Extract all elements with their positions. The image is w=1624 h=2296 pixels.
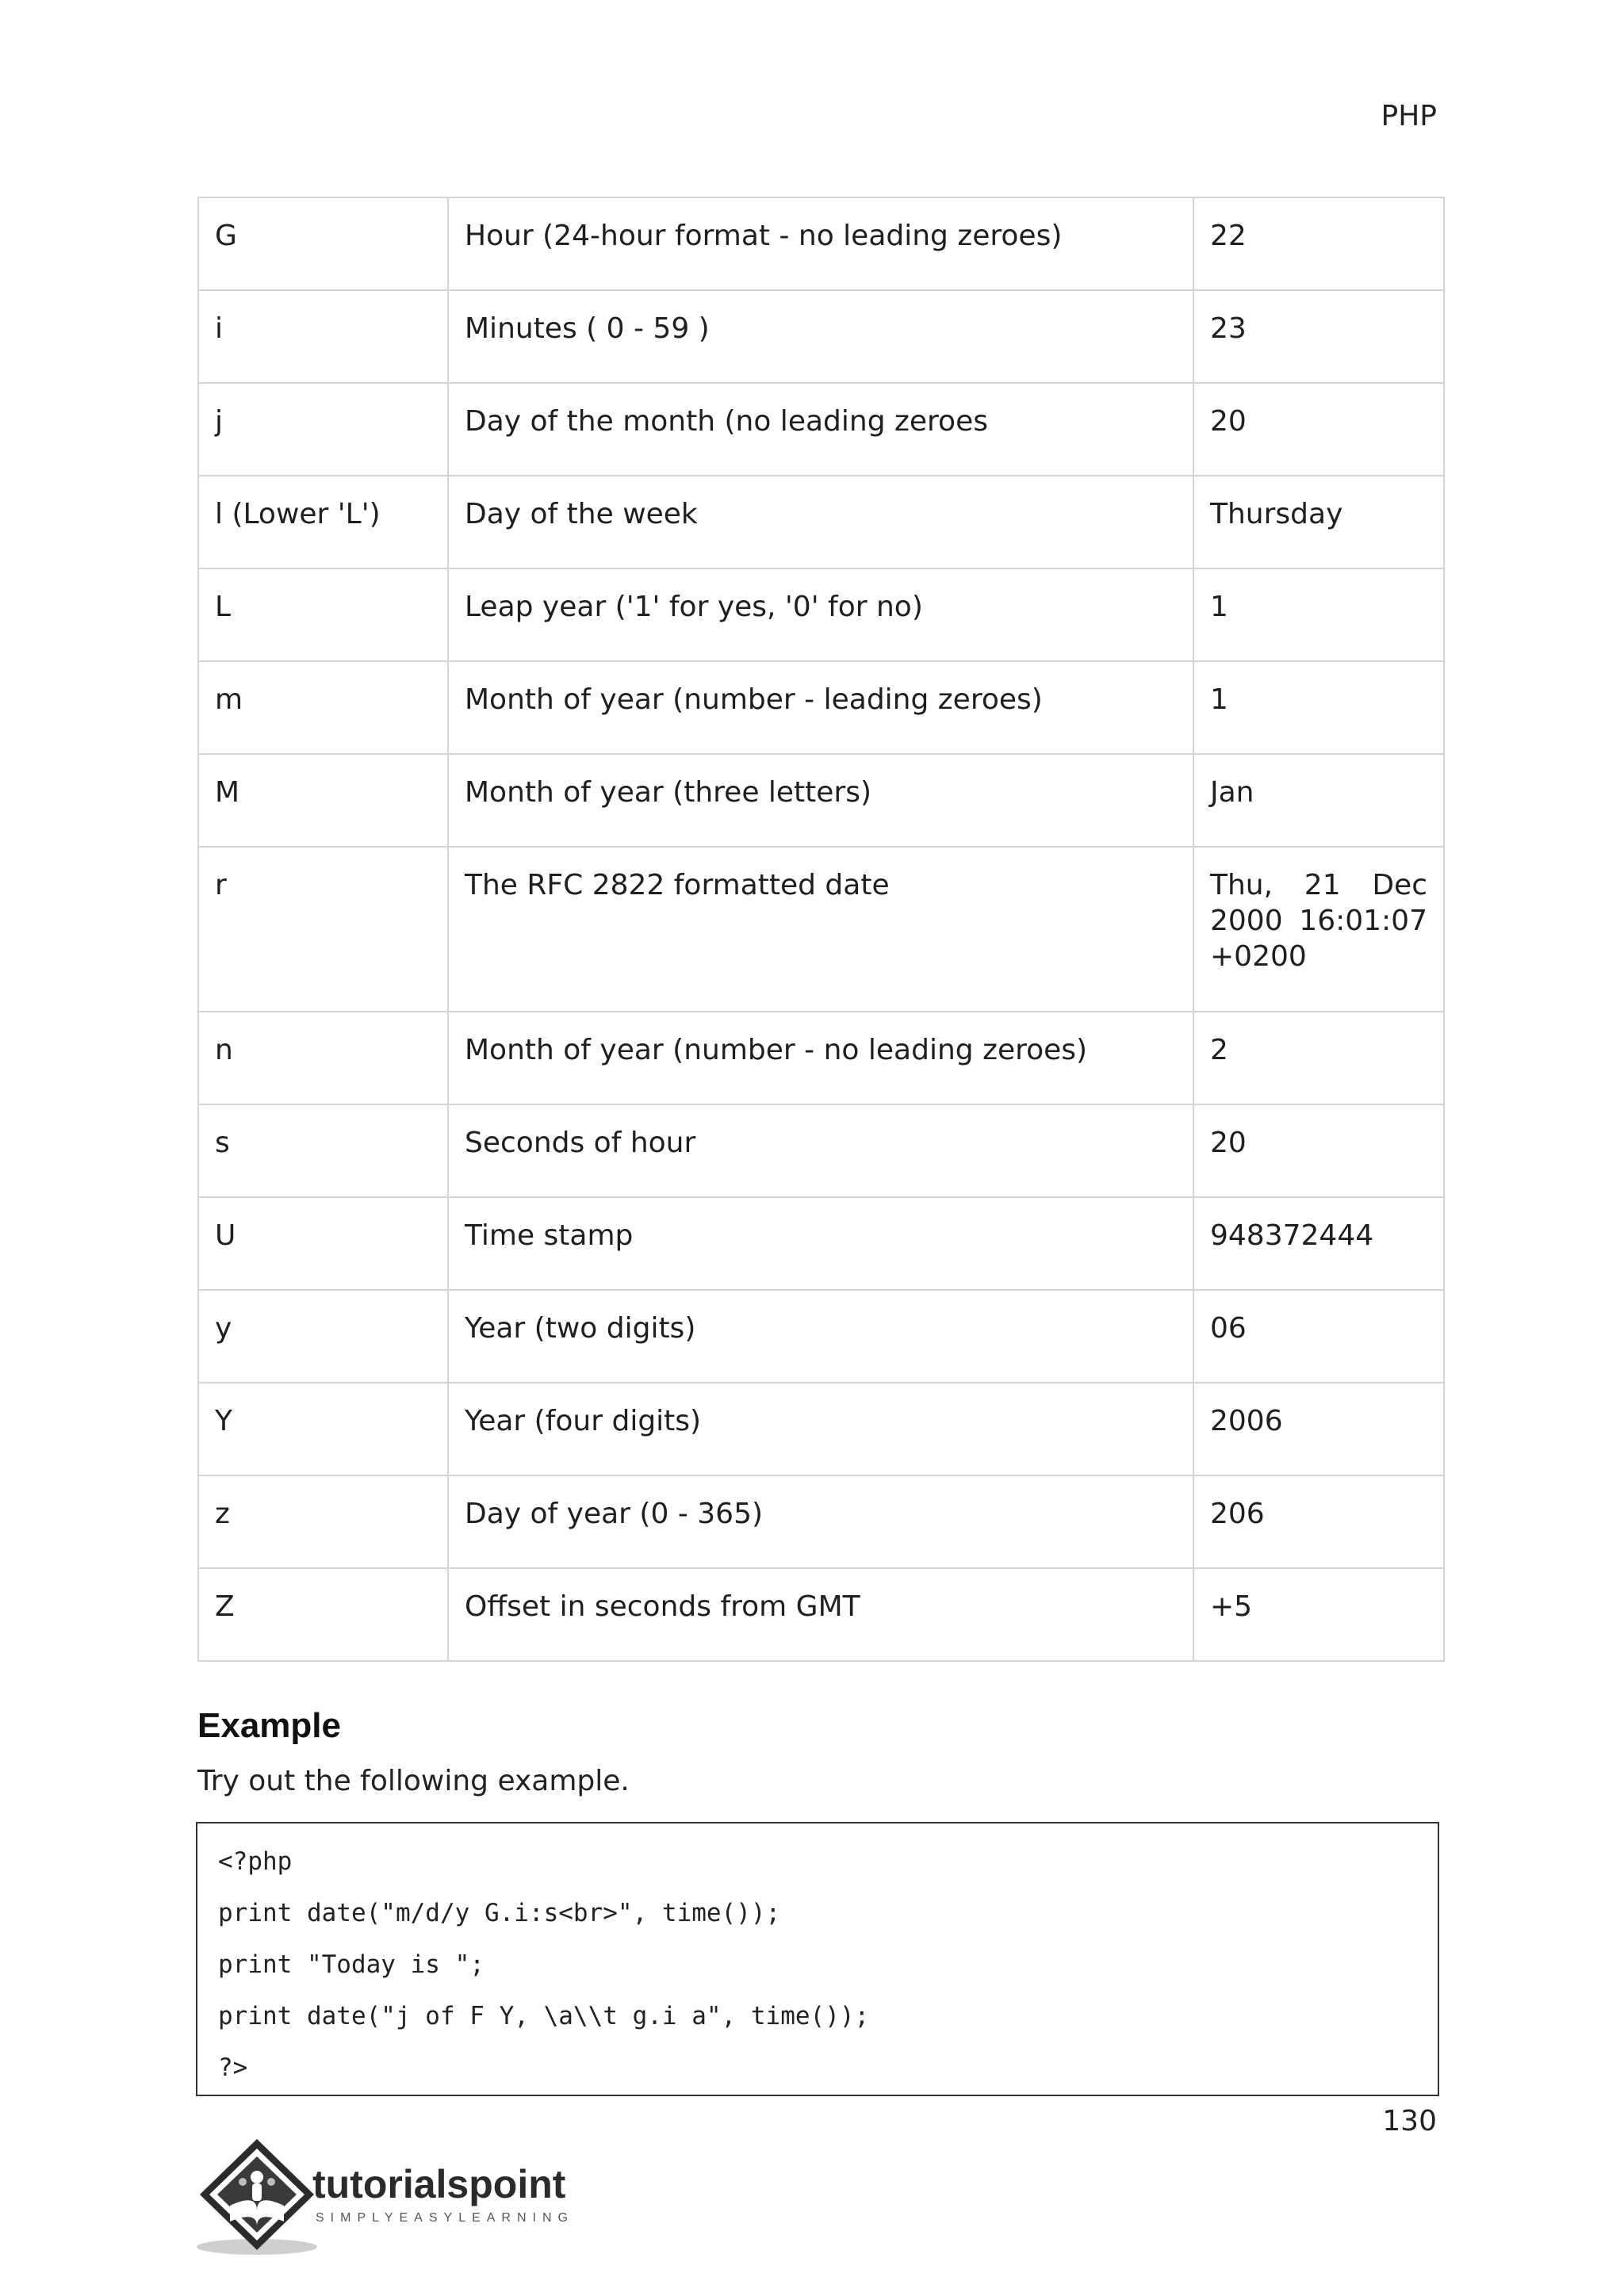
example-heading: Example <box>197 1706 341 1745</box>
format-code-cell: z <box>198 1475 448 1568</box>
logo-tagline: SIMPLYEASYLEARNING <box>316 2211 574 2225</box>
example-value-cell: 20 <box>1193 1104 1444 1197</box>
format-code-cell: U <box>198 1197 448 1290</box>
format-code-cell: G <box>198 197 448 290</box>
description-cell: Time stamp <box>448 1197 1193 1290</box>
table-row <box>198 1012 1444 1104</box>
code-line: print "Today is "; <box>218 1950 485 1979</box>
logo-wordmark: tutorialspoint <box>312 2162 566 2206</box>
page-number: 130 <box>1382 2105 1437 2137</box>
example-value-cell: 2 <box>1193 1012 1444 1104</box>
page-header-title: PHP <box>1381 100 1437 132</box>
example-value-cell: 20 <box>1193 383 1444 476</box>
example-value-cell: 206 <box>1193 1475 1444 1568</box>
description-cell: Month of year (three letters) <box>448 754 1193 847</box>
description-cell: Offset in seconds from GMT <box>448 1568 1193 1661</box>
code-line: print date("m/d/y G.i:s<br>", time()); <box>218 1899 781 1927</box>
format-code-cell: y <box>198 1290 448 1383</box>
table-row <box>198 661 1444 754</box>
example-value-cell: 22 <box>1193 197 1444 290</box>
date-format-table <box>197 197 1445 1662</box>
format-code-cell: s <box>198 1104 448 1197</box>
example-value-cell: 1 <box>1193 661 1444 754</box>
description-cell: Hour (24-hour format - no leading zeroes) <box>448 197 1193 290</box>
table-row <box>198 1475 1444 1568</box>
description-cell: Day of the week <box>448 476 1193 568</box>
code-line: <?php <box>218 1847 293 1876</box>
format-code-cell: n <box>198 1012 448 1104</box>
example-value-cell: Thursday <box>1193 476 1444 568</box>
table-row <box>198 754 1444 847</box>
format-code-cell: m <box>198 661 448 754</box>
description-cell: Month of year (number - no leading zeroes) <box>448 1012 1193 1104</box>
example-value-cell: Jan <box>1193 754 1444 847</box>
code-line: print date("j of F Y, \a\\t g.i a", time()); <box>218 2002 870 2030</box>
table-row <box>198 1104 1444 1197</box>
table-row <box>198 290 1444 383</box>
example-value-cell: +5 <box>1193 1568 1444 1661</box>
format-code-cell: i <box>198 290 448 383</box>
description-cell: Year (four digits) <box>448 1383 1193 1475</box>
table-row <box>198 1568 1444 1661</box>
description-cell: Year (two digits) <box>448 1290 1193 1383</box>
example-intro-text: Try out the following example. <box>197 1765 630 1797</box>
format-code-cell: Z <box>198 1568 448 1661</box>
table-row <box>198 1383 1444 1475</box>
format-code-cell: Y <box>198 1383 448 1475</box>
format-code-cell: r <box>198 847 448 1012</box>
table-row <box>198 1197 1444 1290</box>
code-block <box>196 1822 1439 2096</box>
example-value-cell: 23 <box>1193 290 1444 383</box>
description-cell: Day of the month (no leading zeroes <box>448 383 1193 476</box>
table-row <box>198 476 1444 568</box>
table-row <box>198 383 1444 476</box>
table-row <box>198 847 1444 1012</box>
description-cell: Seconds of hour <box>448 1104 1193 1197</box>
description-cell: Minutes ( 0 - 59 ) <box>448 290 1193 383</box>
description-cell: Leap year ('1' for yes, '0' for no) <box>448 568 1193 661</box>
table-row <box>198 1290 1444 1383</box>
table-row <box>198 197 1444 290</box>
format-code-cell: L <box>198 568 448 661</box>
format-code-cell: j <box>198 383 448 476</box>
table-row <box>198 568 1444 661</box>
example-value-cell: 1 <box>1193 568 1444 661</box>
format-code-cell: l (Lower 'L') <box>198 476 448 568</box>
tutorialspoint-logo-icon <box>195 2133 607 2260</box>
description-cell: The RFC 2822 formatted date <box>448 847 1193 1012</box>
code-line: ?> <box>218 2053 248 2082</box>
tutorialspoint-logo <box>195 2133 607 2260</box>
description-cell: Day of year (0 - 365) <box>448 1475 1193 1568</box>
example-value-cell: 948372444 <box>1193 1197 1444 1290</box>
example-value-cell: Thu, 21 Dec 2000 16:01:07 +0200 <box>1193 847 1444 1012</box>
description-cell: Month of year (number - leading zeroes) <box>448 661 1193 754</box>
example-value-cell: 2006 <box>1193 1383 1444 1475</box>
format-code-cell: M <box>198 754 448 847</box>
example-value-cell: 06 <box>1193 1290 1444 1383</box>
